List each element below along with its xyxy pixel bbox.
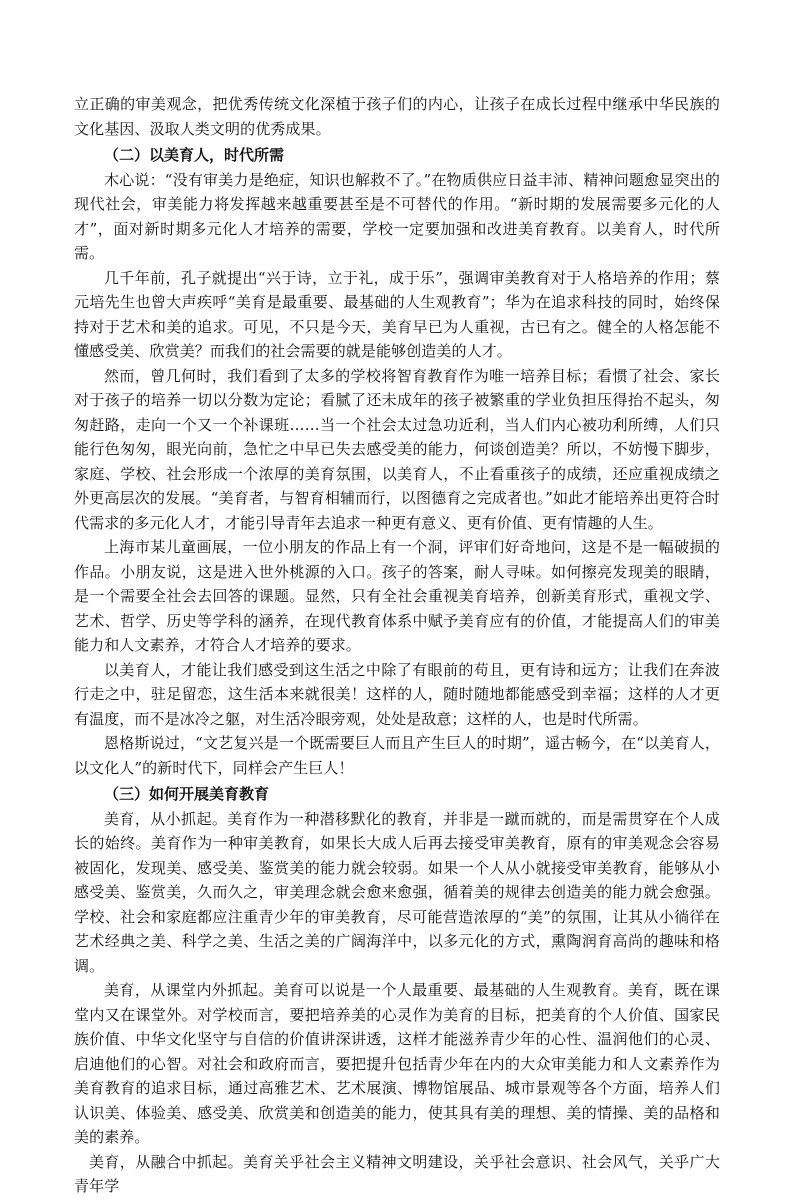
paragraph-2-4: 上海市某儿童画展，一位小朋友的作品上有一个洞，评审们好奇地问，这是不是一幅破损的作品。小朋友说，这是进入世外桃源的入口。孩子的答案，耐人寻味。如何擦亮发现美的眼睛，是一个需要全社会去回答的课题。显然，只有全社会重视美育培养，创新美育形式，重视文学、艺术、哲学、历史等学科的涵养，在现代教育体系中赋予美育应有的价值，才能提高人们的审美能力和人文素养，才符合人才培养的要求。 (74, 538, 720, 654)
paragraph-2-6: 恩格斯说过，“文艺复兴是一个既需要巨人而且产生巨人的时期”，遥古畅今，在“以美育人，以文化人”的新时代下，同样会产生巨人！ (74, 734, 720, 777)
paragraph-2-5: 以美育人，才能让我们感受到这生活之中除了有眼前的苟且，更有诗和远方；让我们在奔波行走之中，驻足留恋，这生活本来就很美！这样的人，随时随地都能感受到幸福；这样的人才更有温度，而不是冰冷之躯，对生活冷眼旁观，处处是敌意；这样的人，也是时代所需。 (74, 660, 720, 728)
paragraph-2-2: 几千年前，孔子就提出“兴于诗，立于礼，成于乐”，强调审美教育对于人格培养的作用；蔡元培先生也曾大声疾呼“美育是最重要、最基础的人生观教育”；华为在追求科技的同时，始终保持对于艺术和美的追求。可见，不只是今天，美育早已为人重视，古已有之。健全的人格怎能不懂感受美、欣赏美？而我们的社会需要的就是能够创造美的人才。 (74, 268, 720, 360)
document-page (74, 92, 720, 1199)
paragraph-3-1: 美育，从小抓起。美育作为一种潜移默化的教育，并非是一蹴而就的，而是需贯穿在个人成长的始终。美育作为一种审美教育，如果长大成人后再去接受审美教育，原有的审美观念会容易被固化，发现美、感受美、鉴赏美的能力就会较弱。如果一个人从小就接受审美教育，能够从小感受美、鉴赏美，久而久之，审美理念就会愈来愈强，循着美的规律去创造美的能力就会愈强。学校、社会和家庭都应注重青少年的审美教育，尽可能营造浓厚的“美”的氛围，让其从小徜徉在艺术经典之美、科学之美、生活之美的广阔海洋中，以多元化的方式，熏陶润育高尚的趣味和格调。 (74, 809, 720, 975)
paragraph-intro: 立正确的审美观念，把优秀传统文化深植于孩子们的内心，让孩子在成长过程中继承中华民族的文化基因、汲取人类文明的优秀成果。 (74, 95, 720, 138)
section-heading-2: （二）以美育人，时代所需 (104, 146, 285, 164)
section-heading-3: （三）如何开展美育教育 (104, 785, 270, 803)
paragraph-2-3: 然而，曾几何时，我们看到了太多的学校将智育教育作为唯一培养目标；看惯了社会、家长对于孩子的培养一切以分数为定论；看腻了还未成年的孩子被繁重的学业负担压得抬不起头，匆匆赶路，走向一个又一个补课班……当一个社会太过急功近利，当人们内心被功利所缚，人们只能行色匆匆，眼光向前，急忙之中早已失去感受美的能力，何谈创造美？所以，不妨慢下脚步，家庭、学校、社会形成一个浓厚的美育氛围，以美育人，不止看重孩子的成绩，还应重视成绩之外更高层次的发展。“美育者，与智育相辅而行，以图德育之完成者也。”如此才能培养出更符合时代需求的多元化人才，才能引导青年去追求一种更有意义、更有价值、更有情趣的人生。 (74, 366, 720, 532)
paragraph-3-2: 美育，从课堂内外抓起。美育可以说是一个人最重要、最基础的人生观教育。美育，既在课堂内又在课堂外。对学校而言，要把培养美的心灵作为美育的目标，把美育的个人价值、国家民族价值、中华文化坚守与自信的价值讲深讲透，这样才能滋养青少年的心性、温润他们的心灵、启迪他们的心智。对社会和政府而言，要把提升包括青少年在内的大众审美能力和人文素养作为美育教育的追求目标，通过高雅艺术、艺术展演、博物馆展品、城市景观等各个方面，培养人们认识美、体验美、感受美、欣赏美和创造美的能力，使其具有美的理想、美的情操、美的品格和美的素养。 (74, 981, 720, 1146)
paragraph-3-3: 美育，从融合中抓起。美育关乎社会主义精神文明建设，关乎社会意识、社会风气，关乎广大青年学 (74, 1152, 720, 1195)
paragraph-2-1: 木心说：“没有审美力是绝症，知识也解救不了。”在物质供应日益丰沛、精神问题愈显突出的现代社会，审美能力将发挥越来越重要甚至是不可替代的作用。“新时期的发展需要多元化的人才”，面对新时期多元化人才培养的需要，学校一定要加强和改进美育教育。以美育人，时代所需。 (74, 170, 720, 262)
